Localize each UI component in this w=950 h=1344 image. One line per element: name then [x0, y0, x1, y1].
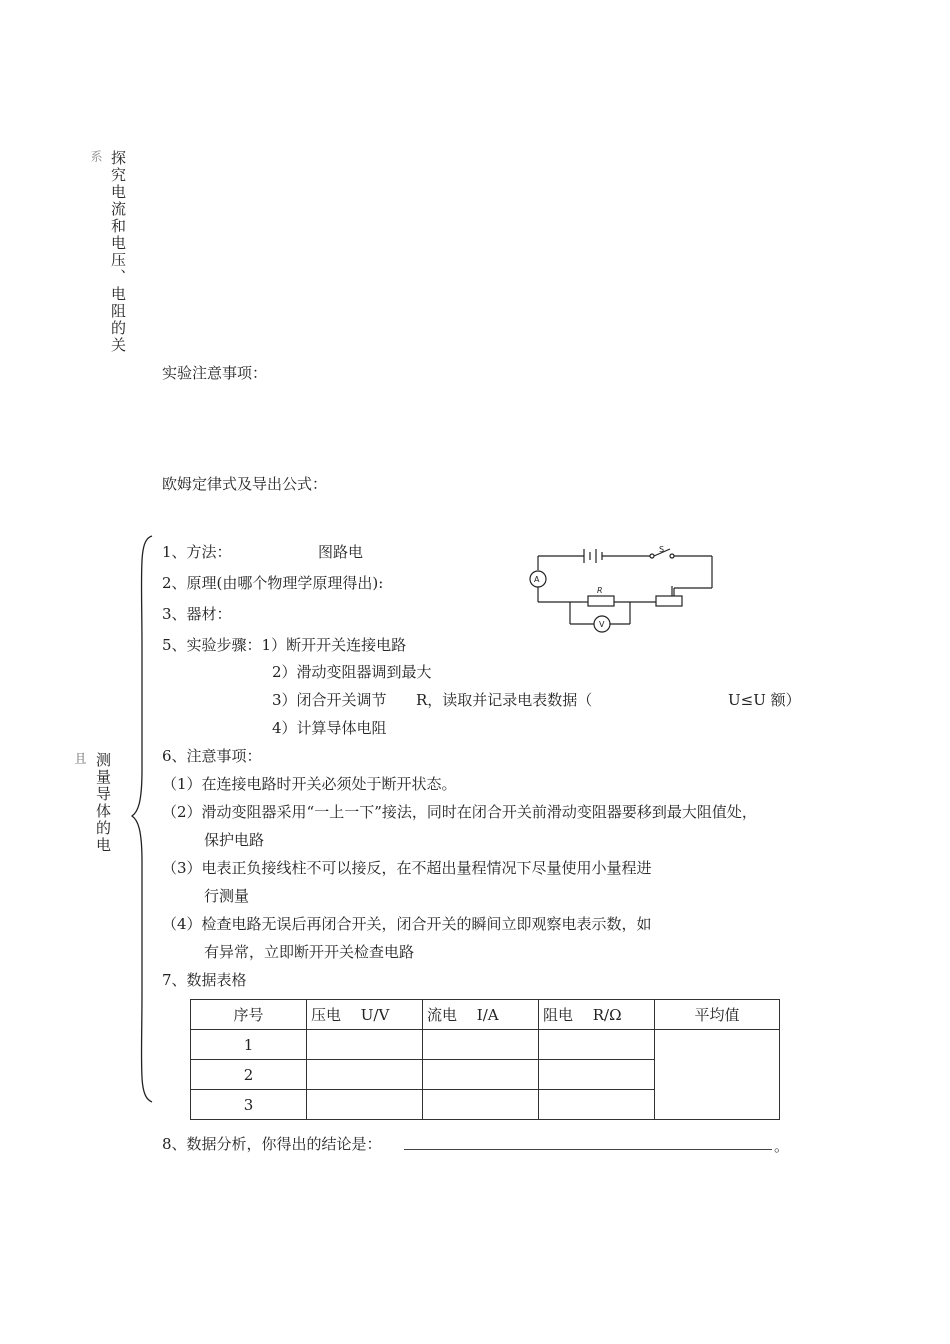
note2-a: （2）滑动变阻器采用“一上一下”接法，同时在闭合开关前滑动变阻器要移到最大阻值处，: [162, 803, 757, 821]
circuit-r-label: R: [597, 586, 603, 595]
circuit-a-label: A: [534, 575, 540, 584]
row-index: 2: [191, 1060, 307, 1090]
header-index: 序号: [191, 1000, 307, 1030]
row-index: 1: [191, 1030, 307, 1060]
side-mark-bottom: 且: [73, 752, 87, 766]
row-index: 3: [191, 1090, 307, 1120]
side-title-bottom: 测量导体的电: [94, 752, 112, 854]
ohm-label: 欧姆定律式及导出公式：: [162, 475, 328, 493]
cell-resistance[interactable]: [539, 1060, 655, 1090]
circuit-s-label: S: [659, 545, 665, 554]
table-label: 7、数据表格: [162, 971, 247, 989]
cell-current[interactable]: [423, 1030, 539, 1060]
table-row: [191, 1030, 780, 1060]
step3-line-c: U≤U 额）: [728, 691, 801, 709]
cell-current[interactable]: [423, 1090, 539, 1120]
steps-line: 5、实验步骤：1）断开开关连接电路: [162, 636, 407, 654]
cell-average[interactable]: [655, 1030, 780, 1120]
principle-line: 2、原理(由哪个物理学原理得出):: [162, 574, 384, 592]
step3-line-a: 3）闭合开关调节: [272, 691, 387, 709]
circuit-diagram: [524, 544, 724, 634]
step3-line-b: R，读取并记录电表数据（: [416, 691, 593, 709]
header-resistance: 阻电 R/Ω: [539, 1000, 655, 1030]
curly-brace: [130, 530, 160, 1110]
cell-current[interactable]: [423, 1060, 539, 1090]
cell-voltage[interactable]: [307, 1060, 423, 1090]
answer-blank[interactable]: [404, 1149, 772, 1150]
cell-resistance[interactable]: [539, 1090, 655, 1120]
analysis-line: 8、数据分析，你得出的结论是：: [162, 1135, 382, 1153]
note2-b: 保护电路: [204, 831, 265, 849]
header-voltage: 压电 U/V: [307, 1000, 423, 1030]
side-title-top: 探究电流和电压、电阻的关: [109, 150, 127, 354]
cell-voltage[interactable]: [307, 1090, 423, 1120]
note3-b: 行测量: [204, 887, 250, 905]
notes-label: 实验注意事项：: [162, 364, 268, 382]
table-header-row: [191, 1000, 780, 1030]
step2-line: 2）滑动变阻器调到最大: [272, 663, 432, 681]
analysis-period: 。: [774, 1137, 790, 1155]
circuit-label: 图路电: [318, 543, 364, 561]
step4-line: 4）计算导体电阻: [272, 719, 387, 737]
circuit-v-label: V: [599, 620, 605, 629]
cell-voltage[interactable]: [307, 1030, 423, 1060]
data-table: [190, 999, 780, 1120]
side-mark-top: 系: [89, 150, 103, 164]
equipment-line: 3、器材：: [162, 605, 232, 623]
note4-a: （4）检查电路无误后再闭合开关，闭合开关的瞬间立即观察电表示数，如: [162, 915, 652, 933]
note3-a: （3）电表正负接线柱不可以接反，在不超出量程情况下尽量使用小量程进: [162, 859, 652, 877]
header-average: 平均值: [655, 1000, 780, 1030]
note1: （1）在连接电路时开关必须处于断开状态。: [162, 775, 457, 793]
note4-b: 有异常，立即断开开关检查电路: [204, 943, 415, 961]
notes-heading: 6、注意事项：: [162, 747, 262, 765]
method-line: 1、方法：: [162, 543, 232, 561]
header-current: 流电 I/A: [423, 1000, 539, 1030]
cell-resistance[interactable]: [539, 1030, 655, 1060]
